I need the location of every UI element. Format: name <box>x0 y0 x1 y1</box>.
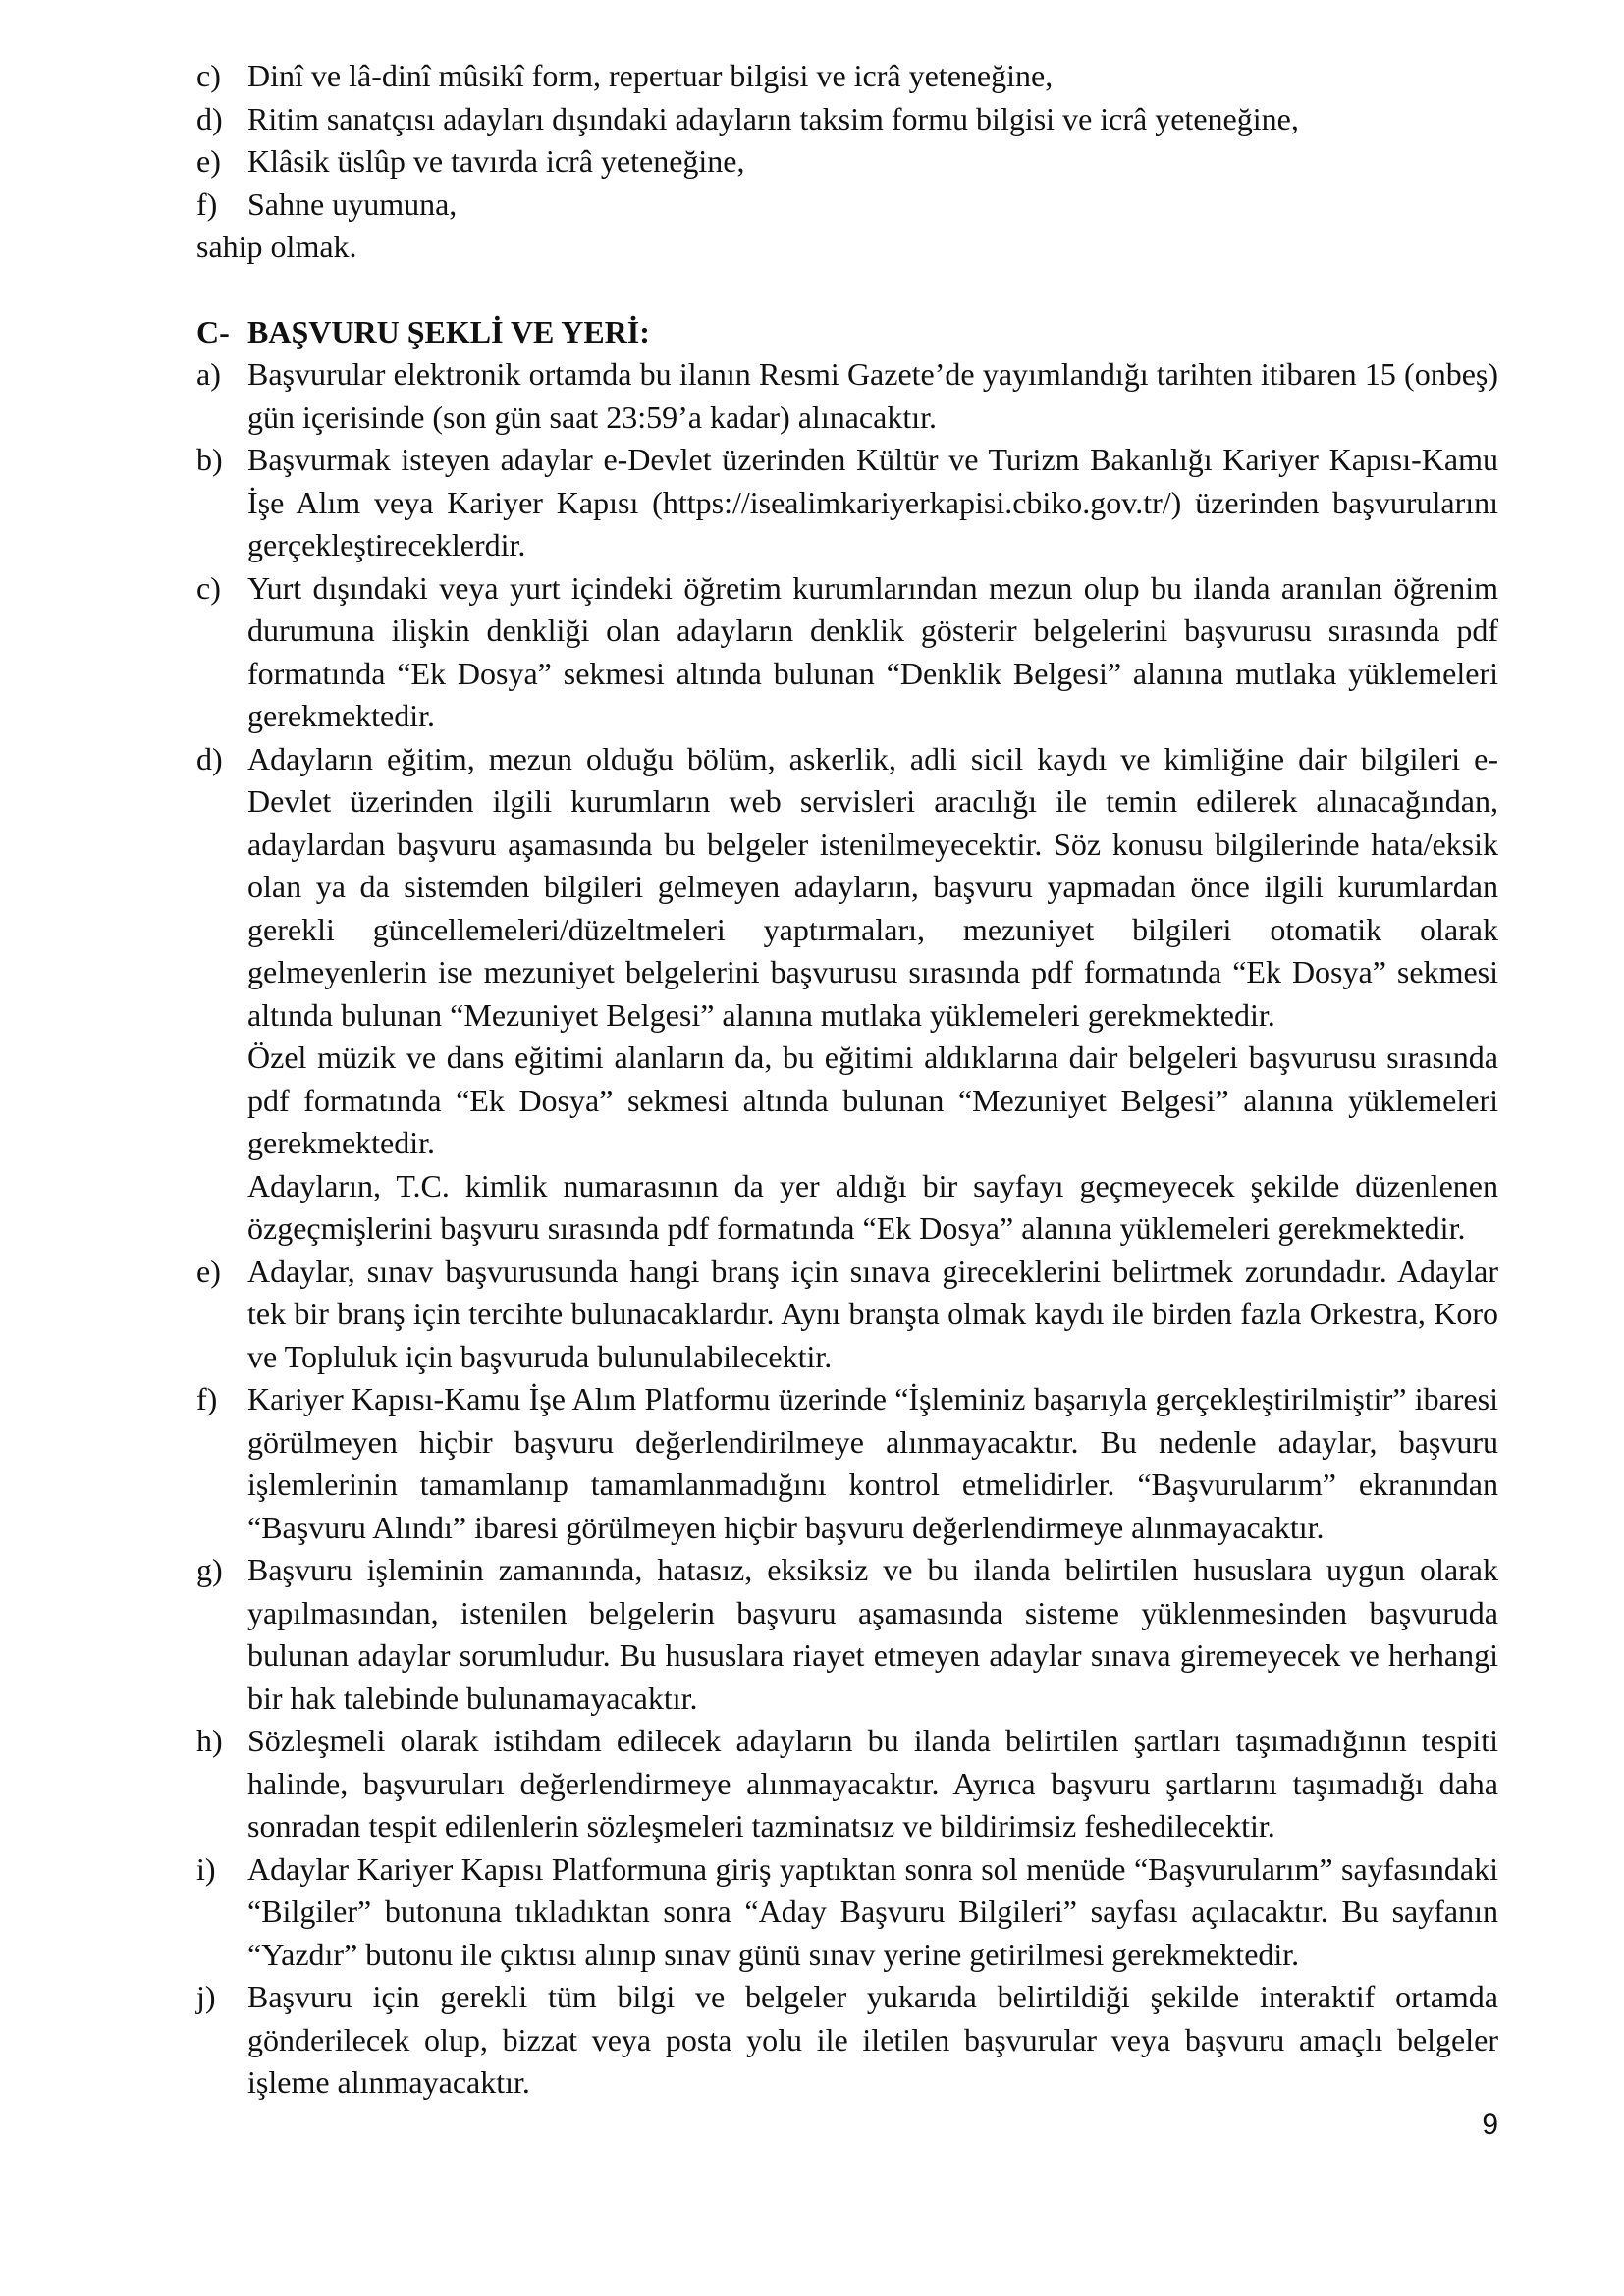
item-label: d) <box>196 100 223 136</box>
item-text: Dinî ve lâ-dinî mûsikî form, repertuar bilgisi ve icrâ yeteneğine, <box>247 58 1054 93</box>
application-rules-list <box>196 353 1498 2105</box>
item-label: e) <box>196 1253 221 1289</box>
list-item <box>196 353 1498 439</box>
item-label: a) <box>196 356 221 392</box>
intro-list-item <box>196 55 1498 98</box>
item-label: b) <box>196 442 223 477</box>
item-paragraph: Adaylar Kariyer Kapısı Platformuna giriş yaptıktan sonra sol menüde “Başvurularım” sayfasındaki “Bilgiler” butonuna tıkladıktan sonra “Aday Başvuru Bilgileri” sayfası açılacaktır. Bu sayfanın “Yazdır” butonu ile çıktısı alınıp sınav günü sınav yerine getirilmesi gerekmektedir. <box>247 1850 1498 1972</box>
intro-list <box>196 55 1498 226</box>
item-text: Sahne uyumuna, <box>247 186 458 222</box>
list-item <box>196 1848 1498 1977</box>
item-paragraph: Adayların eğitim, mezun olduğu bölüm, askerlik, adli sicil kaydı ve kimliğine dair bilgileri e-Devlet üzerinden ilgili kurumların web servisleri aracılığı ile temin edilerek alınacağından, adaylardan başvuru aşamasında bu belgeler istenilmeyecektir. Söz konusu bilgilerinde hata/eksik olan ya da sistemden bilgileri gelmeyen adayların, başvuru yapmadan önce ilgili kurumlardan gerekli güncellemeleri/düzeltmeleri yaptırmaları, mezuniyet bilgileri otomatik olarak gelmeyenlerin ise mezuniyet belgelerini başvurusu sırasında pdf formatında “Ek Dosya” sekmesi altında bulunan “Mezuniyet Belgesi” alanına mutlaka yüklemeleri gerekmektedir. <box>247 740 1498 1033</box>
item-text: Ritim sanatçısı adayları dışındaki adayların taksim formu bilgisi ve icrâ yeteneğine, <box>247 100 1299 136</box>
intro-tail: sahip olmak. <box>196 229 357 264</box>
list-item <box>196 738 1498 1251</box>
item-paragraph: Yurt dışındaki veya yurt içindeki öğretim kurumlarından mezun olup bu ilanda aranılan öğrenim durumuna ilişkin denkliği olan adayların denklik gösterir belgelerini başvurusu sırasında pdf formatında “Ek Dosya” sekmesi altında bulunan “Denklik Belgesi” alanına mutlaka yüklemeleri gerekmektedir. <box>247 569 1498 733</box>
item-label: f) <box>196 186 218 222</box>
item-text: Klâsik üslûp ve tavırda icrâ yeteneğine, <box>247 143 745 179</box>
list-item <box>196 1976 1498 2105</box>
document-page <box>196 55 1498 2105</box>
page-number: 9 <box>1482 2109 1498 2141</box>
section-title: BAŞVURU ŞEKLİ VE YERİ: <box>247 313 650 349</box>
section-label: C- <box>196 313 230 349</box>
intro-list-item <box>196 98 1498 141</box>
item-label: i) <box>196 1850 216 1887</box>
intro-list-item <box>196 140 1498 184</box>
list-item <box>196 1549 1498 1720</box>
item-paragraph: Adaylar, sınav başvurusunda hangi branş için sınava gireceklerini belirtmek zorundadır. Adaylar tek bir branş için tercihte bulunacaklardır. Aynı branşta olmak kaydı ile birden fazla Orkestra, Koro ve Topluluk için başvuruda bulunulabilecektir. <box>247 1253 1498 1374</box>
section-heading <box>196 311 1498 354</box>
item-paragraph: Başvuru işleminin zamanında, hatasız, eksiksiz ve bu ilanda belirtilen hususlara uygun olarak yapılmasından, istenilen belgelerin başvuru aşamasında sisteme yüklenmesinden başvuruda bulunan adaylar sorumludur. Bu hususlara riayet etmeyen adaylar sınava giremeyecek ve herhangi bir hak talebinde bulunamayacaktır. <box>247 1552 1498 1716</box>
item-label: f) <box>196 1381 218 1416</box>
list-item <box>196 567 1498 738</box>
list-item <box>196 1251 1498 1379</box>
item-label: c) <box>196 569 221 606</box>
list-item <box>196 1378 1498 1549</box>
item-label: g) <box>196 1552 223 1587</box>
intro-list-item <box>196 184 1498 227</box>
item-paragraph: Başvurmak isteyen adaylar e-Devlet üzerinden Kültür ve Turizm Bakanlığı Kariyer Kapısı-Kamu İşe Alım veya Kariyer Kapısı (https://isealimkariyerkapisi.cbiko.gov.tr/) üzerinden başvurularını gerçekleştireceklerdir. <box>247 442 1498 562</box>
item-paragraph: Sözleşmeli olarak istihdam edilecek adayların bu ilanda belirtilen şartları taşımadığının tespiti halinde, başvuruları değerlendirmeye alınmayacaktır. Ayrıca başvuru şartlarını taşımadığı daha sonradan tespit edilenlerin sözleşmeleri tazminatsız ve bildirimsiz feshedilecektir. <box>247 1723 1498 1843</box>
list-item <box>196 1720 1498 1848</box>
item-label: h) <box>196 1723 223 1758</box>
list-item <box>196 439 1498 567</box>
item-label: e) <box>196 143 221 179</box>
item-paragraph: Kariyer Kapısı-Kamu İşe Alım Platformu üzerinde “İşleminiz başarıyla gerçekleştirilmiştir” ibaresi görülmeyen hiçbir başvuru değerlendirilmeye alınmayacaktır. Bu nedenle adaylar, başvuru işlemlerinin tamamlanıp tamamlanmadığını kontrol etmelidirler. “Başvurularım” ekranından “Başvuru Alındı” ibaresi görülmeyen hiçbir başvuru değerlendirmeye alınmayacaktır. <box>247 1381 1498 1545</box>
item-label: j) <box>196 1979 216 2014</box>
item-paragraph: Başvurular elektronik ortamda bu ilanın Resmi Gazete’de yayımlandığı tarihten itibaren 15 (onbeş) gün içerisinde (son gün saat 23:59’a kadar) alınacaktır. <box>247 356 1498 435</box>
item-label: d) <box>196 740 223 776</box>
item-paragraph: Başvuru için gerekli tüm bilgi ve belgeler yukarıda belirtildiği şekilde interaktif ortamda gönderilecek olup, bizzat veya posta yolu ile iletilen başvurular veya başvuru amaçlı belgeler işleme alınmayacaktır. <box>247 1979 1498 2100</box>
item-paragraph: Adayların, T.C. kimlik numarasının da yer aldığı bir sayfayı geçmeyecek şekilde düzenlenen özgeçmişlerini başvuru sırasında pdf formatında “Ek Dosya” alanına yüklemeleri gerekmektedir. <box>247 1167 1498 1246</box>
item-paragraph: Özel müzik ve dans eğitimi alanların da, bu eğitimi aldıklarına dair belgeleri başvurusu sırasında pdf formatında “Ek Dosya” sekmesi altında bulunan “Mezuniyet Belgesi” alanına yüklemeleri gerekmektedir. <box>247 1040 1498 1160</box>
item-label: c) <box>196 58 221 93</box>
